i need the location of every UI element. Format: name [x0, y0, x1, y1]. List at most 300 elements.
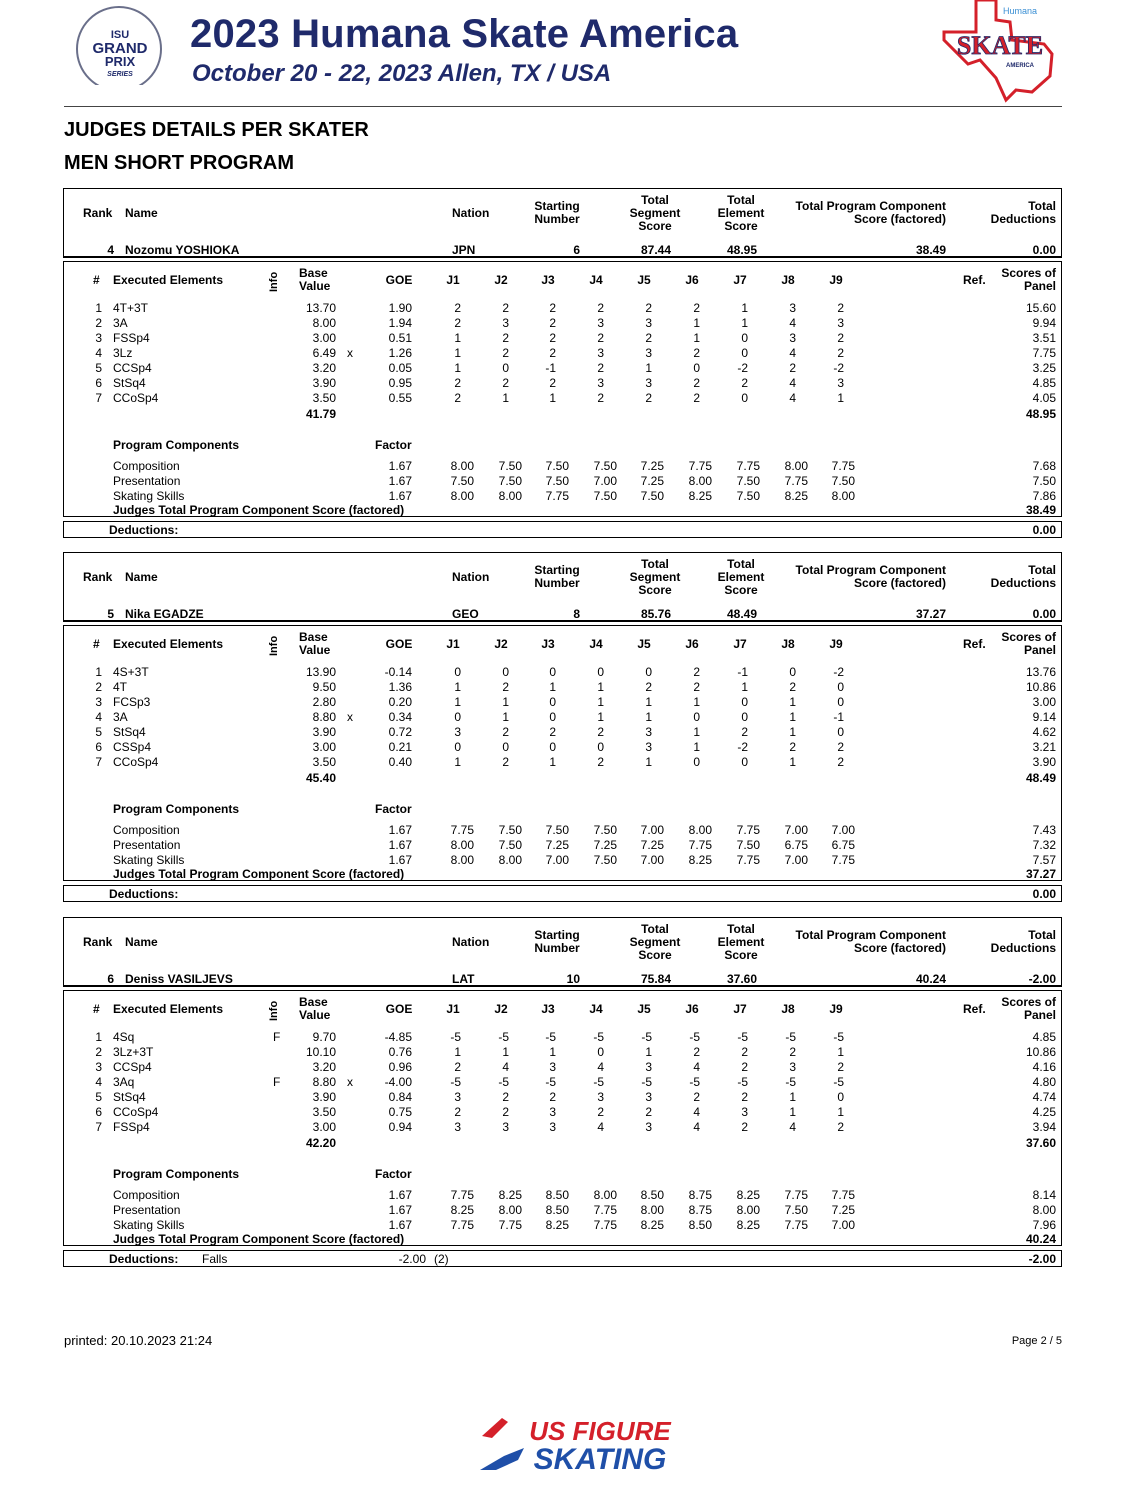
judge-score: 3 — [645, 346, 652, 360]
element-goe: 0.95 — [388, 376, 412, 390]
total-deductions: 0.00 — [1032, 607, 1056, 621]
starting-number: 6 — [573, 243, 580, 257]
component-judge-score: 8.00 — [498, 489, 522, 503]
judge-score: 3 — [454, 725, 461, 739]
element-bonus-marker: x — [347, 346, 353, 360]
judge-score: 3 — [502, 316, 509, 330]
component-judge-score: 8.25 — [545, 1218, 569, 1232]
component-judge-score: 7.50 — [736, 838, 760, 852]
element-goe: 0.75 — [388, 1105, 412, 1119]
component-name: Presentation — [113, 1203, 181, 1217]
judge-score: 2 — [693, 680, 700, 694]
isu-logo-line-1: ISU — [110, 29, 130, 41]
starting-number-header: Number — [534, 212, 580, 226]
judge-header: J7 — [733, 637, 747, 651]
element-code: StSq4 — [113, 376, 146, 390]
judge-score: 3 — [789, 1060, 796, 1074]
ref-header: Ref. — [963, 1002, 986, 1016]
component-judge-score: 7.50 — [545, 823, 569, 837]
element-number: 3 — [95, 331, 102, 345]
judge-score: 0 — [693, 361, 700, 375]
component-judge-score: 7.50 — [593, 823, 617, 837]
deduction-type: Falls — [202, 1252, 228, 1266]
judge-score: 0 — [549, 710, 556, 724]
component-factor: 1.67 — [388, 1218, 412, 1232]
component-judge-score: 6.75 — [784, 838, 808, 852]
header-divider — [64, 106, 1062, 107]
judge-score: 0 — [597, 740, 604, 754]
judge-score: 2 — [693, 391, 700, 405]
judge-score: 1 — [502, 710, 509, 724]
judge-score: 4 — [789, 1120, 796, 1134]
element-panel-score: 10.86 — [1025, 1045, 1056, 1059]
total-segment-score: 75.84 — [640, 972, 671, 986]
program-components-header: Program Components — [113, 1167, 240, 1181]
component-name: Composition — [113, 1188, 180, 1202]
judge-score: 3 — [741, 1105, 748, 1119]
total-program-component-score: 38.49 — [915, 243, 946, 257]
judge-score: 2 — [454, 301, 461, 315]
element-goe: 0.34 — [388, 710, 412, 724]
element-code: 4Sq — [113, 1030, 135, 1044]
component-judge-score: 7.75 — [688, 459, 712, 473]
judge-score: 0 — [549, 665, 556, 679]
deductions-header: Total — [1028, 928, 1056, 942]
component-panel-score: 7.86 — [1032, 489, 1056, 503]
element-base-value: 3.20 — [312, 361, 336, 375]
element-number: 3 — [95, 695, 102, 709]
total-element-score: 48.49 — [726, 607, 757, 621]
component-panel-score: 7.68 — [1032, 459, 1056, 473]
judge-score: 3 — [645, 376, 652, 390]
element-number: 1 — [95, 665, 102, 679]
component-judge-score: 7.75 — [831, 853, 855, 867]
judges-total-pcs-label: Judges Total Program Component Score (factored) — [113, 503, 405, 517]
judges-total-pcs-value: 38.49 — [1025, 503, 1056, 517]
judge-score: -5 — [641, 1030, 652, 1044]
judge-score: 2 — [597, 331, 604, 345]
component-judge-score: 7.00 — [831, 1218, 855, 1232]
judge-score: 0 — [597, 1045, 604, 1059]
element-number: 4 — [95, 346, 102, 360]
tss-header: Total — [641, 922, 669, 936]
component-name: Skating Skills — [113, 853, 185, 867]
judge-score: 2 — [837, 1120, 844, 1134]
judge-score: 0 — [597, 665, 604, 679]
component-judge-score: 7.50 — [640, 489, 664, 503]
element-base-value: 6.49 — [312, 346, 336, 360]
element-code: 4T+3T — [113, 301, 149, 315]
judge-score: 1 — [502, 695, 509, 709]
element-goe: 0.20 — [388, 695, 412, 709]
tss-header: Segment — [629, 206, 681, 220]
judge-score: 1 — [789, 1105, 796, 1119]
judge-score: 1 — [693, 695, 700, 709]
component-judge-score: 7.50 — [498, 474, 522, 488]
judge-header: J5 — [637, 273, 651, 287]
number-header: # — [93, 637, 100, 651]
judge-score: 2 — [454, 1105, 461, 1119]
element-goe: 0.40 — [388, 755, 412, 769]
scores-of-panel-header: Scores of — [1001, 995, 1056, 1009]
judge-header: J7 — [733, 1002, 747, 1016]
judge-score: 3 — [789, 301, 796, 315]
component-judge-score: 8.50 — [545, 1203, 569, 1217]
deduction-total: 0.00 — [1032, 523, 1056, 537]
judge-score: 2 — [502, 301, 509, 315]
judge-score: 1 — [789, 710, 796, 724]
judge-score: 2 — [645, 331, 652, 345]
judge-score: 2 — [837, 740, 844, 754]
pcs-header: Total Program Component — [795, 928, 946, 942]
element-base-value: 3.90 — [312, 725, 336, 739]
component-judge-score: 7.00 — [640, 853, 664, 867]
judge-score: 1 — [645, 1045, 652, 1059]
judge-score: -2 — [737, 361, 748, 375]
judge-score: 1 — [597, 695, 604, 709]
judge-score: 1 — [454, 346, 461, 360]
judge-score: 1 — [454, 695, 461, 709]
judges-total-pcs-label: Judges Total Program Component Score (factored) — [113, 1232, 405, 1246]
judge-header: J4 — [589, 1002, 603, 1016]
element-panel-score: 4.80 — [1032, 1075, 1056, 1089]
component-judge-score: 7.75 — [450, 1218, 474, 1232]
element-code: 3A — [113, 710, 128, 724]
base-value-header: Value — [299, 1008, 331, 1022]
judge-score: 1 — [693, 725, 700, 739]
isu-logo-line-3: PRIX — [104, 54, 136, 69]
judges-total-pcs-label: Judges Total Program Component Score (factored) — [113, 867, 405, 881]
judge-score: 0 — [645, 665, 652, 679]
judge-score: 2 — [789, 1045, 796, 1059]
deduction-total: -2.00 — [1028, 1252, 1056, 1266]
judge-score: 1 — [741, 301, 748, 315]
element-code: 4S+3T — [113, 665, 149, 679]
component-judge-score: 7.00 — [640, 823, 664, 837]
tes-header: Total — [727, 193, 755, 207]
component-judge-score: 7.75 — [736, 459, 760, 473]
judge-score: 3 — [645, 316, 652, 330]
judge-score: 2 — [597, 361, 604, 375]
judge-score: 2 — [549, 376, 556, 390]
element-bonus-marker: x — [347, 710, 353, 724]
judge-score: 0 — [837, 1090, 844, 1104]
component-factor: 1.67 — [388, 474, 412, 488]
element-number: 7 — [95, 755, 102, 769]
element-info: F — [273, 1075, 281, 1089]
element-base-value: 3.90 — [312, 376, 336, 390]
component-judge-score: 8.25 — [688, 489, 712, 503]
judge-score: 1 — [789, 725, 796, 739]
component-judge-score: 7.75 — [784, 1188, 808, 1202]
judge-score: 4 — [693, 1105, 700, 1119]
element-base-value: 2.80 — [312, 695, 336, 709]
element-base-value: 3.50 — [312, 1105, 336, 1119]
component-panel-score: 7.50 — [1032, 474, 1056, 488]
element-number: 5 — [95, 1090, 102, 1104]
component-judge-score: 7.50 — [498, 838, 522, 852]
component-judge-score: 7.50 — [593, 853, 617, 867]
component-judge-score: 7.50 — [593, 489, 617, 503]
judge-score: 2 — [645, 391, 652, 405]
judge-score: 1 — [454, 680, 461, 694]
element-goe: 0.96 — [388, 1060, 412, 1074]
judge-header: J2 — [494, 637, 508, 651]
starting-number: 8 — [573, 607, 580, 621]
component-judge-score: 8.25 — [498, 1188, 522, 1202]
component-judge-score: 8.00 — [688, 823, 712, 837]
judge-score: 4 — [789, 391, 796, 405]
ref-header: Ref. — [963, 637, 986, 651]
element-number: 7 — [95, 391, 102, 405]
deduction-value: -2.00 — [398, 1252, 426, 1266]
judge-score: 3 — [597, 1090, 604, 1104]
judge-score: -5 — [689, 1030, 700, 1044]
judge-score: 1 — [597, 710, 604, 724]
judge-score: 2 — [645, 1105, 652, 1119]
component-name: Skating Skills — [113, 1218, 185, 1232]
judge-score: 0 — [502, 361, 509, 375]
judge-score: 1 — [837, 1045, 844, 1059]
element-number: 2 — [95, 316, 102, 330]
judge-header: J6 — [685, 273, 699, 287]
judge-score: 0 — [502, 740, 509, 754]
isu-grand-prix-logo — [74, 5, 164, 85]
starting-number-header: Starting — [534, 928, 580, 942]
judge-score: -5 — [498, 1075, 509, 1089]
judge-score: 1 — [645, 361, 652, 375]
judge-header: J6 — [685, 1002, 699, 1016]
component-judge-score: 7.75 — [593, 1218, 617, 1232]
judge-score: 1 — [454, 755, 461, 769]
component-judge-score: 7.75 — [593, 1203, 617, 1217]
element-goe: -4.85 — [384, 1030, 412, 1044]
judge-score: 2 — [741, 725, 748, 739]
judge-score: 2 — [837, 346, 844, 360]
judge-score: 2 — [693, 1090, 700, 1104]
total-deductions: -2.00 — [1028, 972, 1056, 986]
element-goe: 0.94 — [388, 1120, 412, 1134]
element-base-value: 3.00 — [312, 1120, 336, 1134]
usfs-logo-line-1: US FIGURE — [529, 1416, 671, 1446]
nation-header: Nation — [452, 206, 490, 220]
tss-header: Score — [638, 583, 672, 597]
element-code: CCoSp4 — [113, 755, 159, 769]
judge-header: J2 — [494, 1002, 508, 1016]
element-code: StSq4 — [113, 1090, 146, 1104]
judge-score: -5 — [785, 1075, 796, 1089]
element-number: 5 — [95, 361, 102, 375]
judge-score: 2 — [549, 1090, 556, 1104]
element-goe: 0.55 — [388, 391, 412, 405]
element-code: CSSp4 — [113, 740, 152, 754]
judge-score: 1 — [454, 331, 461, 345]
skater-nation: GEO — [452, 607, 479, 621]
judge-header: J8 — [781, 1002, 795, 1016]
judge-score: 0 — [837, 725, 844, 739]
skate-logo-line-2: SKATE — [956, 31, 1044, 60]
component-judge-score: 8.00 — [498, 853, 522, 867]
element-code: FSSp4 — [113, 331, 150, 345]
base-value-header: Value — [299, 643, 331, 657]
element-panel-score: 15.60 — [1025, 301, 1056, 315]
judge-score: -5 — [737, 1075, 748, 1089]
judge-score: 2 — [693, 346, 700, 360]
pcs-header: Score (factored) — [853, 212, 946, 226]
executed-elements-header: Executed Elements — [113, 273, 224, 287]
judge-score: 1 — [454, 1045, 461, 1059]
element-panel-score: 3.25 — [1032, 361, 1056, 375]
goe-header: GOE — [385, 1002, 413, 1016]
judge-score: 4 — [597, 1060, 604, 1074]
name-header: Name — [125, 570, 158, 584]
judge-score: 4 — [597, 1120, 604, 1134]
component-judge-score: 8.00 — [736, 1203, 760, 1217]
judges-total-pcs-value: 37.27 — [1025, 867, 1056, 881]
judge-score: 1 — [789, 1090, 796, 1104]
judge-score: 2 — [693, 665, 700, 679]
factor-header: Factor — [375, 1167, 412, 1181]
element-base-value: 9.50 — [312, 680, 336, 694]
executed-elements-header: Executed Elements — [113, 1002, 224, 1016]
component-judge-score: 7.25 — [593, 838, 617, 852]
component-judge-score: 7.25 — [831, 1203, 855, 1217]
element-panel-score: 4.16 — [1032, 1060, 1056, 1074]
component-judge-score: 8.00 — [450, 489, 474, 503]
element-goe: 0.84 — [388, 1090, 412, 1104]
element-code: FSSp4 — [113, 1120, 150, 1134]
element-code: CCoSp4 — [113, 391, 159, 405]
judge-score: 1 — [597, 680, 604, 694]
component-judge-score: 8.00 — [498, 1203, 522, 1217]
judge-header: J5 — [637, 1002, 651, 1016]
base-value-total: 45.40 — [305, 771, 336, 785]
tes-header: Total — [727, 557, 755, 571]
component-judge-score: 7.75 — [831, 1188, 855, 1202]
judge-header: J1 — [446, 637, 460, 651]
judge-score: -5 — [450, 1075, 461, 1089]
judge-score: 0 — [454, 740, 461, 754]
judge-score: 1 — [454, 361, 461, 375]
us-figure-skating-logo — [478, 1414, 678, 1474]
judge-score: -1 — [833, 710, 844, 724]
judge-score: 2 — [741, 1045, 748, 1059]
element-base-value: 10.10 — [305, 1045, 336, 1059]
printed-timestamp: printed: 20.10.2023 21:24 — [64, 1333, 213, 1348]
judge-score: 2 — [693, 376, 700, 390]
component-factor: 1.67 — [388, 853, 412, 867]
judge-score: -2 — [833, 361, 844, 375]
judge-score: -5 — [593, 1075, 604, 1089]
judge-score: 4 — [693, 1120, 700, 1134]
judge-score: 1 — [741, 316, 748, 330]
component-judge-score: 7.75 — [688, 838, 712, 852]
element-number: 3 — [95, 1060, 102, 1074]
element-code: 3Lz — [113, 346, 133, 360]
element-info: F — [273, 1030, 281, 1044]
judge-score: 0 — [741, 710, 748, 724]
component-judge-score: 6.75 — [831, 838, 855, 852]
element-panel-score: 4.05 — [1032, 391, 1056, 405]
base-value-header: Base — [299, 630, 328, 644]
deduction-total: 0.00 — [1032, 887, 1056, 901]
component-panel-score: 7.32 — [1032, 838, 1056, 852]
deductions-box — [63, 885, 1062, 902]
element-number: 4 — [95, 710, 102, 724]
judge-score: 3 — [549, 1060, 556, 1074]
rank-header: Rank — [83, 206, 113, 220]
skater-rank: 5 — [107, 607, 114, 621]
skate-logo-line-3: AMERICA — [1006, 63, 1034, 69]
judge-score: 0 — [741, 755, 748, 769]
component-judge-score: 7.75 — [831, 459, 855, 473]
skater-rank: 6 — [107, 972, 114, 986]
judge-score: 2 — [693, 1045, 700, 1059]
component-judge-score: 8.25 — [736, 1218, 760, 1232]
element-code: StSq4 — [113, 725, 146, 739]
element-number: 6 — [95, 1105, 102, 1119]
judge-score: -5 — [833, 1075, 844, 1089]
element-base-value: 8.80 — [312, 710, 336, 724]
element-panel-score: 9.94 — [1032, 316, 1056, 330]
judge-score: 0 — [837, 695, 844, 709]
ref-header: Ref. — [963, 273, 986, 287]
judges-total-pcs-value: 40.24 — [1025, 1232, 1056, 1246]
total-element-score: 48.95 — [726, 243, 757, 257]
factor-header: Factor — [375, 438, 412, 452]
component-judge-score: 8.00 — [784, 459, 808, 473]
component-judge-score: 7.00 — [593, 474, 617, 488]
info-header: Info — [268, 1000, 280, 1021]
deductions-header: Deductions — [990, 941, 1056, 955]
info-header: Info — [268, 635, 280, 656]
element-code: 3Lz+3T — [113, 1045, 154, 1059]
tss-header: Segment — [629, 570, 681, 584]
total-program-component-score: 37.27 — [915, 607, 946, 621]
component-factor: 1.67 — [388, 459, 412, 473]
skater-name: Deniss VASILJEVS — [125, 972, 233, 986]
base-value-header: Value — [299, 279, 331, 293]
tes-header: Element — [717, 935, 765, 949]
element-code: 4T — [113, 680, 128, 694]
component-judge-score: 8.25 — [736, 1188, 760, 1202]
component-judge-score: 8.00 — [450, 459, 474, 473]
judge-score: 0 — [693, 710, 700, 724]
judge-header: J3 — [541, 637, 555, 651]
judge-score: 2 — [454, 316, 461, 330]
judge-score: 3 — [645, 725, 652, 739]
element-panel-score: 4.62 — [1032, 725, 1056, 739]
pcs-header: Score (factored) — [853, 941, 946, 955]
component-judge-score: 7.25 — [640, 459, 664, 473]
name-header: Name — [125, 935, 158, 949]
component-judge-score: 7.75 — [784, 474, 808, 488]
judge-score: 1 — [645, 695, 652, 709]
judge-score: 2 — [549, 346, 556, 360]
starting-number-header: Number — [534, 941, 580, 955]
judge-score: 1 — [837, 1105, 844, 1119]
judge-score: 2 — [502, 1090, 509, 1104]
total-segment-score: 85.76 — [640, 607, 671, 621]
judge-score: 2 — [789, 740, 796, 754]
judge-score: 1 — [645, 755, 652, 769]
element-base-value: 3.90 — [312, 1090, 336, 1104]
judge-score: 0 — [549, 695, 556, 709]
element-base-value: 3.50 — [312, 755, 336, 769]
component-name: Composition — [113, 823, 180, 837]
element-code: 3A — [113, 316, 128, 330]
component-factor: 1.67 — [388, 1203, 412, 1217]
